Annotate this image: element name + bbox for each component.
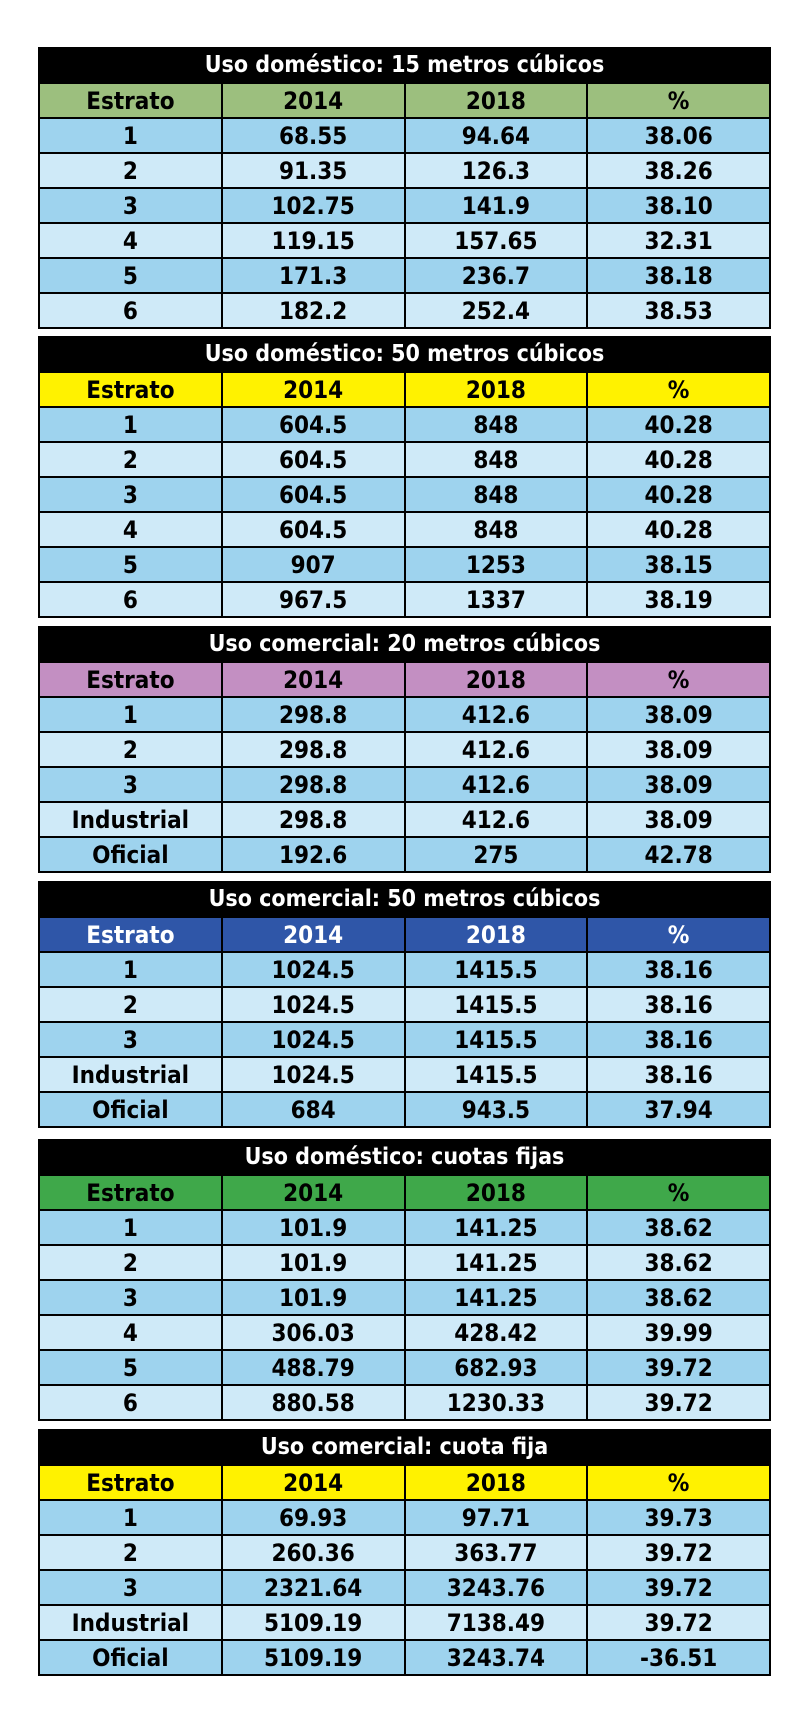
table-cell: 6 bbox=[39, 582, 222, 617]
table-cell: Oficial bbox=[39, 1640, 222, 1675]
table-cell: 1253 bbox=[405, 547, 588, 582]
column-header: % bbox=[587, 1465, 770, 1500]
table-cell: 4 bbox=[39, 1315, 222, 1350]
table-row bbox=[39, 697, 770, 732]
table-cell: 306.03 bbox=[222, 1315, 405, 1350]
table-cell: 298.8 bbox=[222, 697, 405, 732]
column-header: Estrato bbox=[39, 662, 222, 697]
column-header: 2014 bbox=[222, 1175, 405, 1210]
table-cell: 38.16 bbox=[587, 987, 770, 1022]
table-row bbox=[39, 1022, 770, 1057]
table-cell: 907 bbox=[222, 547, 405, 582]
table-cell: 488.79 bbox=[222, 1350, 405, 1385]
table-cell: 6 bbox=[39, 1385, 222, 1420]
table-cell: 1230.33 bbox=[405, 1385, 588, 1420]
table-cell: 298.8 bbox=[222, 767, 405, 802]
table-row bbox=[39, 1245, 770, 1280]
table-row bbox=[39, 582, 770, 617]
table-cell: Industrial bbox=[39, 1605, 222, 1640]
table-cell: 40.28 bbox=[587, 477, 770, 512]
table-cell: 428.42 bbox=[405, 1315, 588, 1350]
table-row bbox=[39, 1057, 770, 1092]
table-cell: 102.75 bbox=[222, 188, 405, 223]
column-header: Estrato bbox=[39, 83, 222, 118]
column-header: 2014 bbox=[222, 917, 405, 952]
table-header-row bbox=[39, 662, 770, 697]
rate-table bbox=[38, 626, 771, 873]
rate-table bbox=[38, 336, 771, 618]
column-header: 2014 bbox=[222, 662, 405, 697]
column-header: Estrato bbox=[39, 372, 222, 407]
table-cell: 6 bbox=[39, 293, 222, 328]
table-cell: 1 bbox=[39, 118, 222, 153]
column-header: 2014 bbox=[222, 83, 405, 118]
table-cell: 38.53 bbox=[587, 293, 770, 328]
table-cell: 4 bbox=[39, 512, 222, 547]
table-cell: 880.58 bbox=[222, 1385, 405, 1420]
column-header: 2018 bbox=[405, 1465, 588, 1500]
table-cell: 848 bbox=[405, 477, 588, 512]
table-cell: 604.5 bbox=[222, 407, 405, 442]
table-cell: 943.5 bbox=[405, 1092, 588, 1127]
table-cell: 38.06 bbox=[587, 118, 770, 153]
table-title: Uso comercial: 50 metros cúbicos bbox=[39, 882, 770, 917]
table-cell: 2 bbox=[39, 987, 222, 1022]
table-row bbox=[39, 1500, 770, 1535]
column-header: 2018 bbox=[405, 1175, 588, 1210]
table-cell: 38.62 bbox=[587, 1245, 770, 1280]
column-header: % bbox=[587, 372, 770, 407]
table-cell: 848 bbox=[405, 442, 588, 477]
table-cell: 2 bbox=[39, 442, 222, 477]
table-cell: 40.28 bbox=[587, 442, 770, 477]
column-header: Estrato bbox=[39, 1175, 222, 1210]
table-cell: 2 bbox=[39, 732, 222, 767]
column-header: Estrato bbox=[39, 1465, 222, 1500]
table-title-row bbox=[39, 882, 770, 917]
table-cell: 4 bbox=[39, 223, 222, 258]
table-cell: 1024.5 bbox=[222, 1057, 405, 1092]
table-cell: 2 bbox=[39, 1535, 222, 1570]
table-cell: 32.31 bbox=[587, 223, 770, 258]
table-row bbox=[39, 442, 770, 477]
table-row bbox=[39, 118, 770, 153]
table-row bbox=[39, 477, 770, 512]
table-cell: 298.8 bbox=[222, 732, 405, 767]
table-cell: 604.5 bbox=[222, 442, 405, 477]
table-cell: 412.6 bbox=[405, 697, 588, 732]
table-cell: 5 bbox=[39, 258, 222, 293]
table-cell: 412.6 bbox=[405, 732, 588, 767]
table-header-row bbox=[39, 1175, 770, 1210]
table-cell: 39.72 bbox=[587, 1570, 770, 1605]
table-row bbox=[39, 1605, 770, 1640]
table-cell: 1 bbox=[39, 1210, 222, 1245]
table-cell: 38.26 bbox=[587, 153, 770, 188]
table-cell: 1 bbox=[39, 697, 222, 732]
table-cell: 252.4 bbox=[405, 293, 588, 328]
table-cell: 3 bbox=[39, 767, 222, 802]
table-title: Uso comercial: 20 metros cúbicos bbox=[39, 627, 770, 662]
table-row bbox=[39, 837, 770, 872]
table-cell: 363.77 bbox=[405, 1535, 588, 1570]
table-cell: 3243.76 bbox=[405, 1570, 588, 1605]
column-header: 2018 bbox=[405, 83, 588, 118]
table-row bbox=[39, 1092, 770, 1127]
rate-table bbox=[38, 1139, 771, 1421]
table-title-row bbox=[39, 1430, 770, 1465]
table-cell: 1415.5 bbox=[405, 1022, 588, 1057]
table-cell: 126.3 bbox=[405, 153, 588, 188]
table-title-row bbox=[39, 48, 770, 83]
table-cell: 182.2 bbox=[222, 293, 405, 328]
table-cell: 1415.5 bbox=[405, 987, 588, 1022]
table-cell: 39.73 bbox=[587, 1500, 770, 1535]
table-cell: 5 bbox=[39, 1350, 222, 1385]
table-cell: 5 bbox=[39, 547, 222, 582]
column-header: % bbox=[587, 83, 770, 118]
table-cell: 412.6 bbox=[405, 802, 588, 837]
table-title: Uso doméstico: cuotas fijas bbox=[39, 1140, 770, 1175]
table-cell: 91.35 bbox=[222, 153, 405, 188]
table-cell: 141.9 bbox=[405, 188, 588, 223]
table-row bbox=[39, 767, 770, 802]
table-cell: 1024.5 bbox=[222, 952, 405, 987]
table-cell: 3 bbox=[39, 1022, 222, 1057]
column-header: % bbox=[587, 917, 770, 952]
table-cell: 39.72 bbox=[587, 1385, 770, 1420]
table-cell: 38.16 bbox=[587, 1022, 770, 1057]
table-row bbox=[39, 1210, 770, 1245]
table-cell: 141.25 bbox=[405, 1210, 588, 1245]
table-cell: 260.36 bbox=[222, 1535, 405, 1570]
column-header: % bbox=[587, 1175, 770, 1210]
table-cell: 37.94 bbox=[587, 1092, 770, 1127]
rate-table bbox=[38, 1429, 771, 1676]
table-row bbox=[39, 153, 770, 188]
table-cell: 42.78 bbox=[587, 837, 770, 872]
table-row bbox=[39, 188, 770, 223]
table-header-row bbox=[39, 83, 770, 118]
table-cell: 68.55 bbox=[222, 118, 405, 153]
table-header-row bbox=[39, 372, 770, 407]
table-cell: 3 bbox=[39, 1570, 222, 1605]
table-cell: 967.5 bbox=[222, 582, 405, 617]
table-cell: 298.8 bbox=[222, 802, 405, 837]
table-cell: 101.9 bbox=[222, 1280, 405, 1315]
table-cell: 119.15 bbox=[222, 223, 405, 258]
table-row bbox=[39, 547, 770, 582]
table-header-row bbox=[39, 1465, 770, 1500]
table-title: Uso comercial: cuota fija bbox=[39, 1430, 770, 1465]
table-cell: 3243.74 bbox=[405, 1640, 588, 1675]
table-row bbox=[39, 1535, 770, 1570]
table-cell: 1024.5 bbox=[222, 987, 405, 1022]
table-cell: 101.9 bbox=[222, 1210, 405, 1245]
table-cell: 848 bbox=[405, 512, 588, 547]
table-row bbox=[39, 987, 770, 1022]
table-cell: 94.64 bbox=[405, 118, 588, 153]
table-cell: 38.09 bbox=[587, 732, 770, 767]
table-cell: 171.3 bbox=[222, 258, 405, 293]
table-cell: 38.18 bbox=[587, 258, 770, 293]
table-cell: 604.5 bbox=[222, 512, 405, 547]
table-cell: 5109.19 bbox=[222, 1605, 405, 1640]
table-cell: 38.09 bbox=[587, 802, 770, 837]
table-cell: -36.51 bbox=[587, 1640, 770, 1675]
table-row bbox=[39, 732, 770, 767]
table-title-row bbox=[39, 627, 770, 662]
table-title-row bbox=[39, 337, 770, 372]
table-cell: 1337 bbox=[405, 582, 588, 617]
table-cell: 38.16 bbox=[587, 952, 770, 987]
table-cell: 604.5 bbox=[222, 477, 405, 512]
table-row bbox=[39, 293, 770, 328]
column-header: 2018 bbox=[405, 917, 588, 952]
table-cell: 3 bbox=[39, 1280, 222, 1315]
table-cell: 38.19 bbox=[587, 582, 770, 617]
table-cell: 682.93 bbox=[405, 1350, 588, 1385]
table-cell: 1 bbox=[39, 952, 222, 987]
table-title: Uso doméstico: 50 metros cúbicos bbox=[39, 337, 770, 372]
table-title: Uso doméstico: 15 metros cúbicos bbox=[39, 48, 770, 83]
column-header: 2018 bbox=[405, 662, 588, 697]
table-cell: 2321.64 bbox=[222, 1570, 405, 1605]
table-cell: 38.62 bbox=[587, 1280, 770, 1315]
table-cell: 38.15 bbox=[587, 547, 770, 582]
table-cell: 5109.19 bbox=[222, 1640, 405, 1675]
table-cell: 848 bbox=[405, 407, 588, 442]
table-cell: 40.28 bbox=[587, 512, 770, 547]
table-cell: Oficial bbox=[39, 1092, 222, 1127]
table-cell: 39.72 bbox=[587, 1605, 770, 1640]
table-row bbox=[39, 258, 770, 293]
table-cell: 40.28 bbox=[587, 407, 770, 442]
table-cell: Industrial bbox=[39, 802, 222, 837]
table-row bbox=[39, 512, 770, 547]
column-header: 2018 bbox=[405, 372, 588, 407]
table-header-row bbox=[39, 917, 770, 952]
table-cell: 1415.5 bbox=[405, 1057, 588, 1092]
table-row bbox=[39, 223, 770, 258]
table-row bbox=[39, 802, 770, 837]
table-cell: 275 bbox=[405, 837, 588, 872]
table-cell: 69.93 bbox=[222, 1500, 405, 1535]
table-cell: 39.72 bbox=[587, 1350, 770, 1385]
table-cell: 38.09 bbox=[587, 697, 770, 732]
rate-table bbox=[38, 47, 771, 329]
table-cell: 2 bbox=[39, 1245, 222, 1280]
table-cell: 157.65 bbox=[405, 223, 588, 258]
column-header: 2014 bbox=[222, 372, 405, 407]
table-row bbox=[39, 1385, 770, 1420]
table-cell: 236.7 bbox=[405, 258, 588, 293]
table-row bbox=[39, 1315, 770, 1350]
table-cell: 412.6 bbox=[405, 767, 588, 802]
table-cell: 3 bbox=[39, 477, 222, 512]
column-header: % bbox=[587, 662, 770, 697]
table-cell: 192.6 bbox=[222, 837, 405, 872]
table-cell: 39.99 bbox=[587, 1315, 770, 1350]
table-cell: 141.25 bbox=[405, 1280, 588, 1315]
table-cell: 38.62 bbox=[587, 1210, 770, 1245]
table-cell: 141.25 bbox=[405, 1245, 588, 1280]
table-cell: 1024.5 bbox=[222, 1022, 405, 1057]
column-header: 2014 bbox=[222, 1465, 405, 1500]
table-row bbox=[39, 1350, 770, 1385]
table-row bbox=[39, 1570, 770, 1605]
column-header: Estrato bbox=[39, 917, 222, 952]
table-cell: 101.9 bbox=[222, 1245, 405, 1280]
table-cell: 7138.49 bbox=[405, 1605, 588, 1640]
table-cell: Oficial bbox=[39, 837, 222, 872]
table-row bbox=[39, 407, 770, 442]
table-cell: 684 bbox=[222, 1092, 405, 1127]
table-cell: 39.72 bbox=[587, 1535, 770, 1570]
table-cell: 38.16 bbox=[587, 1057, 770, 1092]
table-cell: 38.09 bbox=[587, 767, 770, 802]
table-row bbox=[39, 1640, 770, 1675]
table-cell: 38.10 bbox=[587, 188, 770, 223]
rate-table bbox=[38, 881, 771, 1128]
table-row bbox=[39, 952, 770, 987]
table-cell: Industrial bbox=[39, 1057, 222, 1092]
table-cell: 1 bbox=[39, 407, 222, 442]
table-cell: 2 bbox=[39, 153, 222, 188]
table-cell: 3 bbox=[39, 188, 222, 223]
table-cell: 1415.5 bbox=[405, 952, 588, 987]
table-title-row bbox=[39, 1140, 770, 1175]
table-row bbox=[39, 1280, 770, 1315]
table-cell: 97.71 bbox=[405, 1500, 588, 1535]
table-cell: 1 bbox=[39, 1500, 222, 1535]
